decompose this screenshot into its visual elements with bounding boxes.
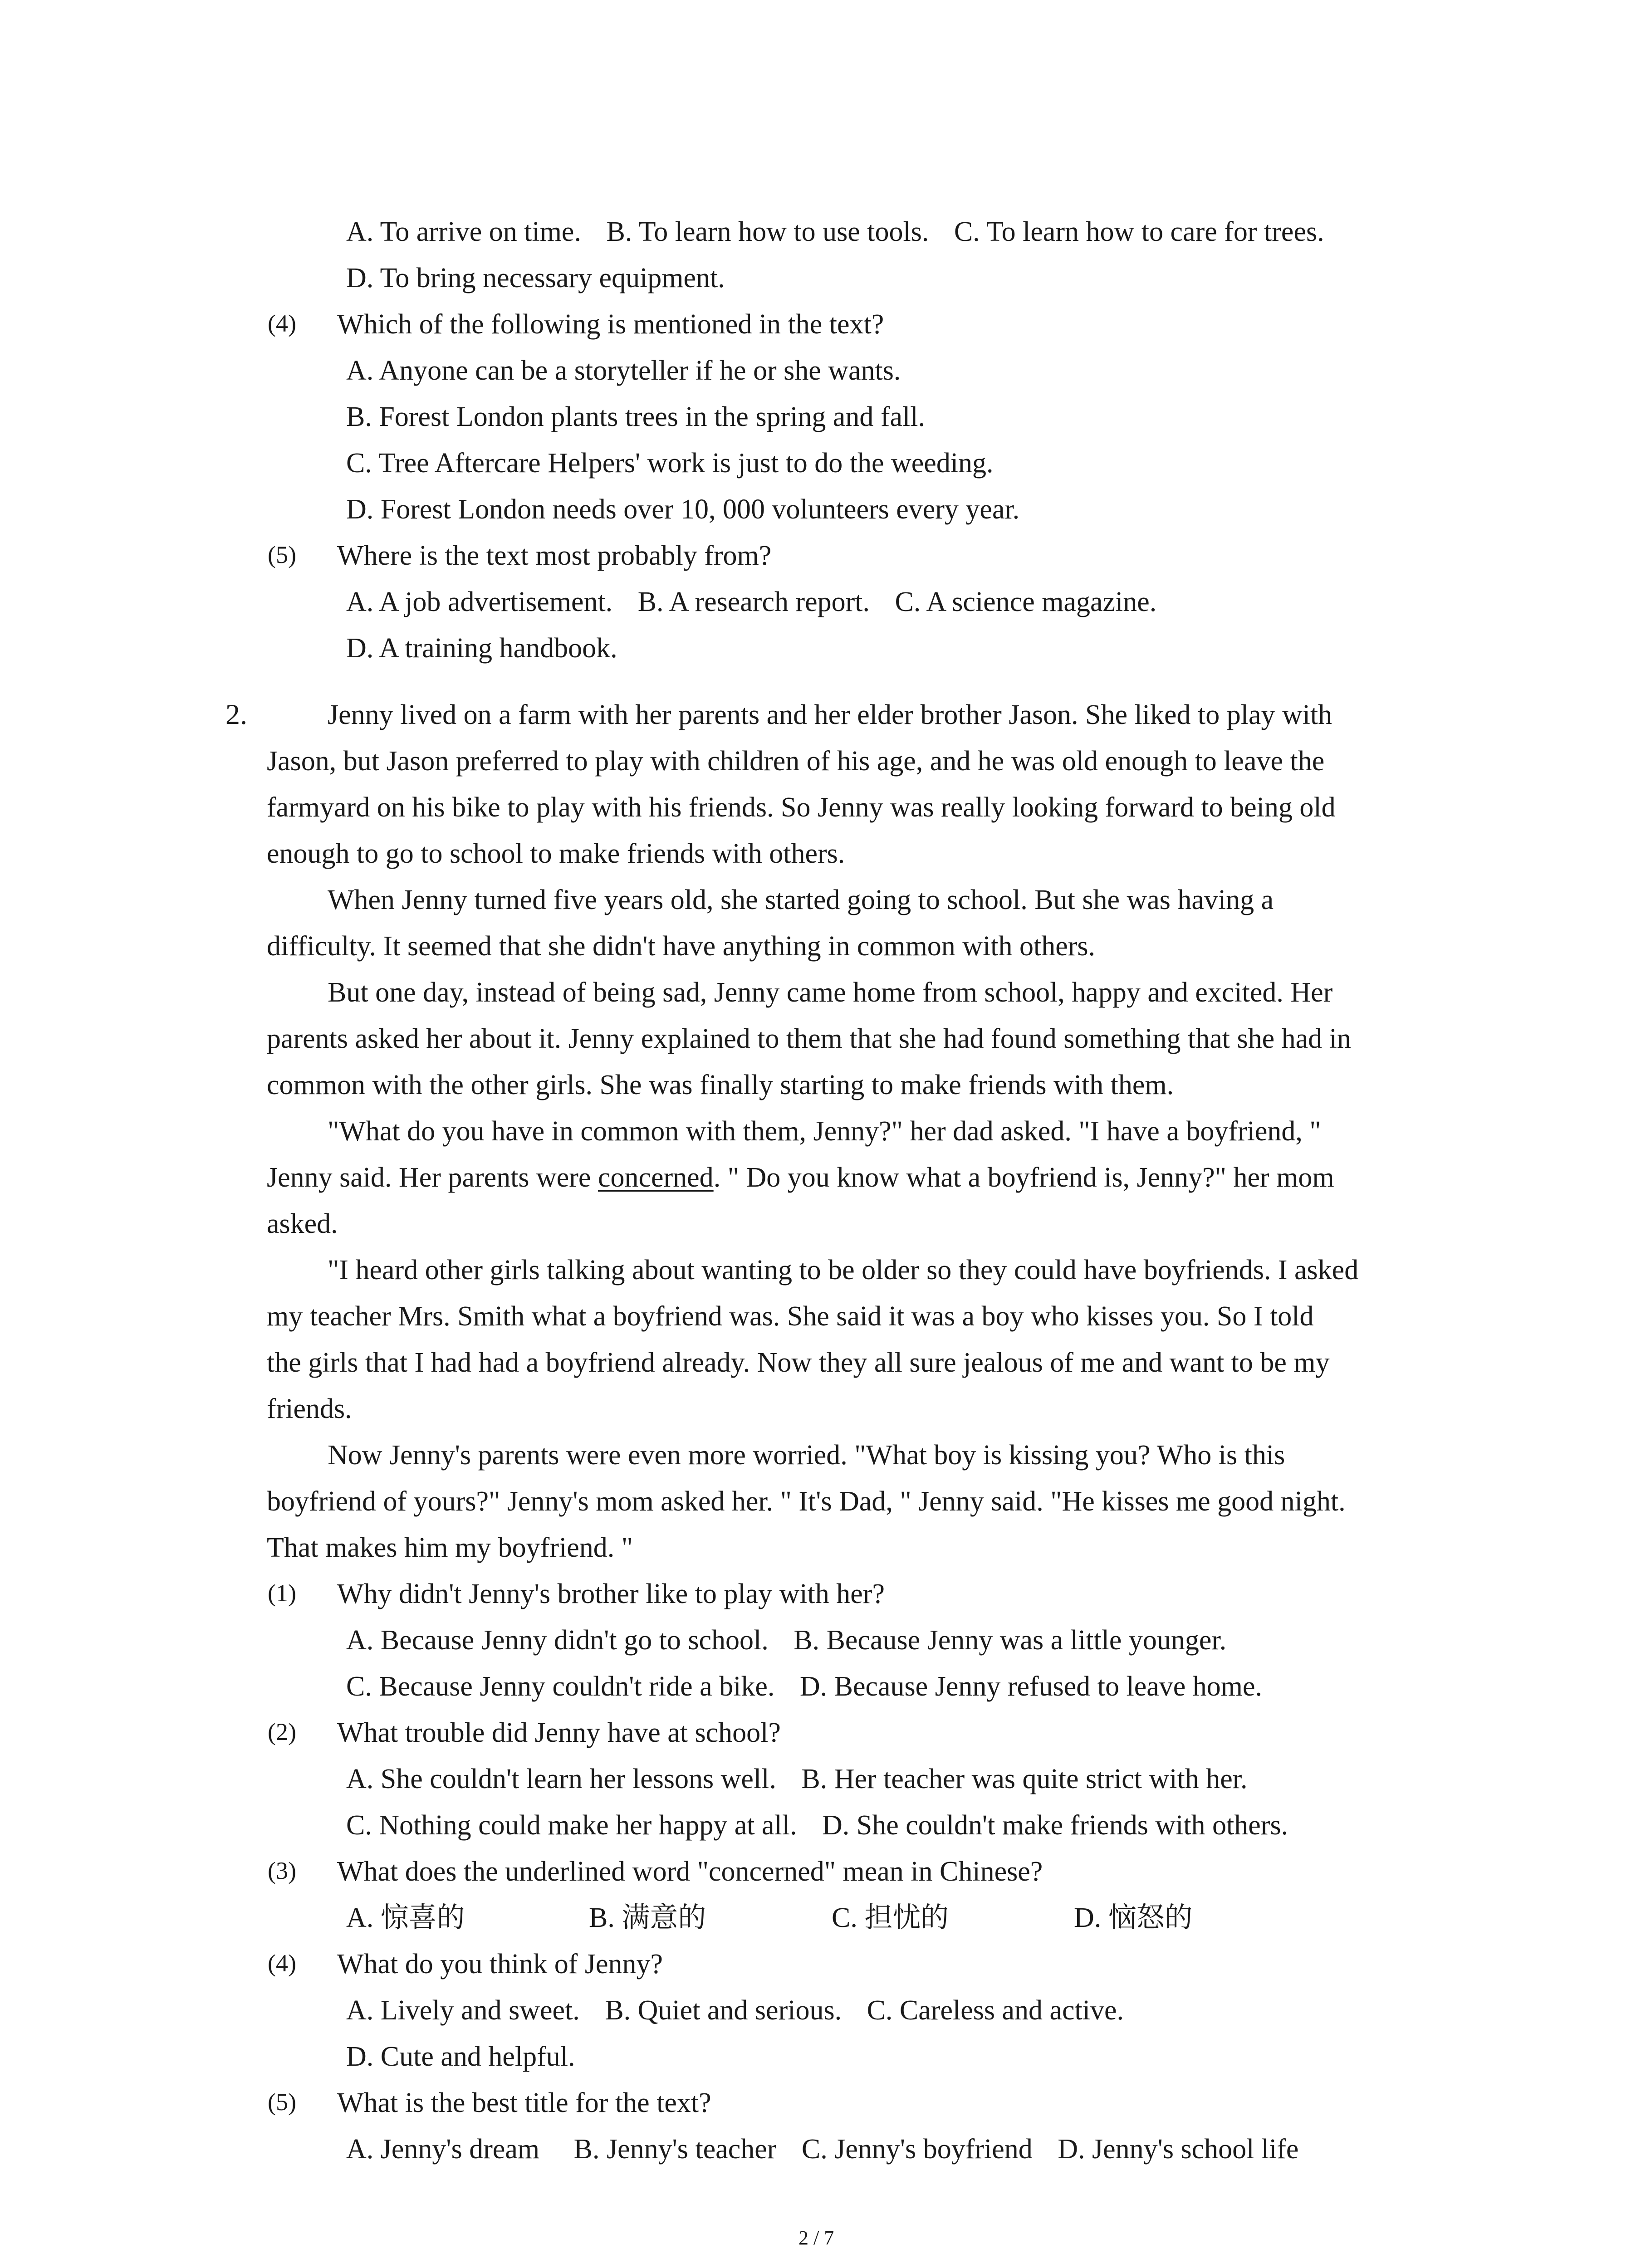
page-number: 2 / 7 [798,2227,834,2249]
q1-5-options-line [346,588,1156,616]
option-d[interactable]: D. Because Jenny refused to leave home. [799,1671,1263,1702]
underlined-word-concerned: concerned [598,1162,714,1193]
question-number: (4) [268,1950,296,1977]
option-c[interactable]: C. 担忧的 [832,1902,949,1933]
option-a[interactable]: A. Lively and sweet. [346,1995,580,2026]
options-line [346,1996,1124,2024]
question-stem: Where is the text most probably from? [337,540,772,571]
options-line [346,1765,1247,1793]
passage-line: parents asked her about it. Jenny explained to them that she had found something that she had in [267,1023,1351,1054]
passage-line: the girls that I had had a boyfriend already. Now they all sure jealous of me and want to be my [267,1347,1330,1378]
options-line [346,1811,1288,1839]
question-2-number: 2. [225,698,247,730]
passage-line: enough to go to school to make friends with others. [267,838,845,869]
option-c[interactable]: C. Tree Aftercare Helpers' work is just to do the weeding. [346,448,994,479]
question-number: (4) [268,310,296,337]
question-stem: What do you think of Jenny? [337,1949,663,1980]
passage-line: difficulty. It seemed that she didn't have anything in common with others. [267,931,1096,962]
option-c[interactable]: C. Jenny's boyfriend [801,2134,1033,2165]
question-number: (2) [268,1718,296,1745]
passage-text: . " Do you know what a boyfriend is, Jenny?" her mom [713,1162,1334,1193]
option-d[interactable]: D. Forest London needs over 10, 000 volunteers every year. [346,494,1020,525]
option-d[interactable]: D. A training handbook. [346,633,617,664]
option-a[interactable]: A. Because Jenny didn't go to school. [346,1625,769,1656]
passage-line: "I heard other girls talking about wanting to be older so they could have boyfriends. I asked [328,1255,1359,1286]
option-c[interactable]: C. To learn how to care for trees. [954,216,1324,247]
option-d[interactable]: D. She couldn't make friends with others. [822,1810,1288,1841]
question-stem: Which of the following is mentioned in the text? [337,309,884,340]
option-b[interactable]: B. 满意的 [589,1902,706,1933]
options-line [346,1672,1262,1701]
passage-line: When Jenny turned five years old, she started going to school. But she was having a [328,885,1274,915]
option-c[interactable]: C. Nothing could make her happy at all. [346,1810,797,1841]
option-a[interactable]: A. 惊喜的 [346,1902,465,1933]
passage-line: But one day, instead of being sad, Jenny came home from school, happy and excited. Her [328,977,1333,1008]
option-c[interactable]: C. Careless and active. [867,1995,1124,2026]
question-number: (3) [268,1857,296,1884]
passage-line: asked. [267,1208,338,1239]
passage-line: my teacher Mrs. Smith what a boyfriend was. She said it was a boy who kisses you. So I told [267,1301,1314,1332]
option-b[interactable]: B. To learn how to use tools. [606,216,929,247]
option-b[interactable]: B. Forest London plants trees in the spring and fall. [346,401,925,432]
question-number: (1) [268,1579,296,1607]
passage-line: boyfriend of yours?" Jenny's mom asked her. " It's Dad, " Jenny said. "He kisses me good night. [267,1486,1346,1517]
option-a[interactable]: A. Anyone can be a storyteller if he or she wants. [346,355,901,386]
option-b[interactable]: B. Jenny's teacher [573,2134,777,2165]
question-number: (5) [268,541,296,568]
question-stem: What does the underlined word "concerned" mean in Chinese? [337,1856,1043,1887]
passage-line [267,1163,1334,1192]
question-stem: What is the best title for the text? [337,2087,711,2118]
passage-text: Jenny said. Her parents were [267,1162,598,1193]
option-c[interactable]: C. Because Jenny couldn't ride a bike. [346,1671,775,1702]
question-number: (5) [268,2088,296,2116]
passage-line: That makes him my boyfriend. " [267,1532,633,1563]
passage-line: "What do you have in common with them, Jenny?" her dad asked. "I have a boyfriend, " [328,1116,1321,1147]
question-stem: Why didn't Jenny's brother like to play with her? [337,1579,885,1609]
passage-line: farmyard on his bike to play with his friends. So Jenny was really looking forward to being old [267,792,1336,823]
option-a[interactable]: A. A job advertisement. [346,587,613,617]
option-c[interactable]: C. A science magazine. [895,587,1157,617]
option-a[interactable]: A. Jenny's dream [346,2134,540,2165]
passage-line: Now Jenny's parents were even more worried. "What boy is kissing you? Who is this [328,1440,1285,1471]
option-d[interactable]: D. 恼怒的 [1074,1902,1193,1933]
options-line [346,2135,1298,2163]
option-b[interactable]: B. Because Jenny was a little younger. [794,1625,1227,1656]
passage-line: Jenny lived on a farm with her parents and her elder brother Jason. She liked to play with [328,699,1332,730]
option-a[interactable]: A. She couldn't learn her lessons well. [346,1764,776,1794]
option-b[interactable]: B. Quiet and serious. [605,1995,842,2026]
question-stem: What trouble did Jenny have at school? [337,1717,781,1748]
option-b[interactable]: B. A research report. [637,587,870,617]
passage-line: Jason, but Jason preferred to play with children of his age, and he was old enough to leave the [267,746,1325,777]
passage-line: common with the other girls. She was finally starting to make friends with them. [267,1070,1174,1100]
option-d[interactable]: D. Jenny's school life [1058,2134,1299,2165]
option-d[interactable]: D. Cute and helpful. [346,2041,575,2072]
options-line [346,1626,1226,1654]
option-d[interactable]: D. To bring necessary equipment. [346,263,725,293]
passage-line: friends. [267,1393,352,1424]
option-b[interactable]: B. Her teacher was quite strict with her. [801,1764,1248,1794]
option-a[interactable]: A. To arrive on time. [346,216,581,247]
q1-3-options-line [346,218,1324,246]
